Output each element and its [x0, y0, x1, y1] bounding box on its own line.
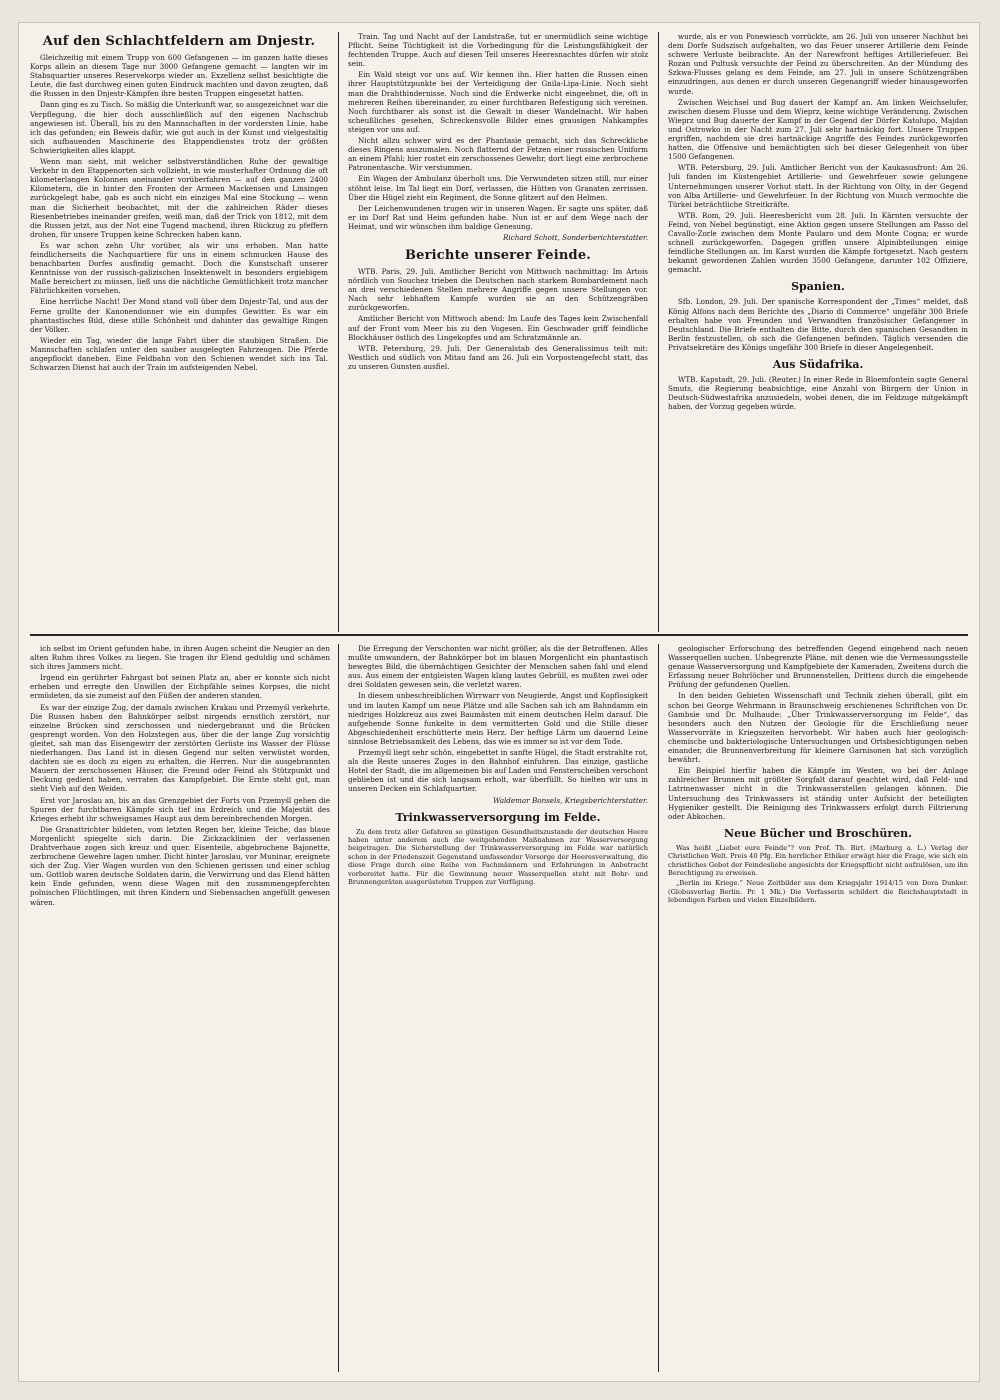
- column-enemy-reports: [348, 32, 648, 632]
- column-rule: [658, 644, 659, 1372]
- paragraph: In diesem unbeschreiblichen Wirrwarr von Neugierde, Angst und Kopflosigkeit und im lauten Kampf um neue Plätze und alle Sachen sah ich am Bahndamm ein niedriges Holzkreuz aus zwei Baumästen mit einem deutschen Helm darauf. Die aufgehende Sonne funkelte in dem vermitterten Gold und die Stille dieser Abgeschiedenheit erschütterte mein Herz. Der heftige Lärm um dauernd Leine sinnlose Betriebsamkeit des Lebens, das wie es immer so ist vor dem Tode.: [348, 691, 648, 746]
- paragraph: geologischer Erforschung des betreffenden Gegend eingehend nach neuen Wasserquellen suchen. Unbegrenzte Pläne, mit denen wie die Vermessungsstelle genaue Wasserversorgung und Kampfgebiete der Kameraden, Zweitens durch die Erfassung neuer Bohrlöcher und Brunnenstellen, Drittens durch die eingehende Prüfung der gefundenen Quellen.: [668, 644, 968, 690]
- paragraph: WTB. Petersburg, 29. Juli. Der Generalstab des Generalissimus teilt mit: Westlich und südlich von Mitau fand am 26. Juli ein Vorpostengefecht statt, das zu unseren Gunsten ausfiel.: [348, 343, 648, 371]
- section-title: Neue Bücher und Broschüren.: [724, 826, 912, 840]
- paragraph: wurde, als er von Ponewiesch vorrückte, am 26. Juli von unserer Nachhut bei dem Dorfe Sudszisch aufgehalten, wo das Feuer unserer Artillerie dem Feinde schwere Verluste beibrachte. An der Narewfront heftiges Artilleriefeuer. Bei Rozan und Pultusk versuchte der Feind zu überschreiten. An der Mündung des Szkwa-Flusses gelang es dem Feinde, am 27. Juli in unsere Schützengräben einzudringen, aus denen er durch unseren Gegenangriff wieder hinausgeworfen wurde.: [668, 32, 968, 96]
- lower-section: [30, 644, 968, 1372]
- column-feuilleton-train: [30, 644, 330, 1372]
- paragraph: Was heißt „Liebet eure Feinde“? von Prof. Th. Birt. (Marburg a. L.) Verlag der Christlichen Welt. Preis 40 Pfg. Ein herrlicher Ethiker erwägt hier die Frage, wie sich ein christliches Gebot der Feindesliebe angesichts der Kriegspflicht nicht aufzulösen, um ihn Berechtigung zu erweisen.: [668, 843, 968, 877]
- newspaper-page: [18, 22, 980, 1382]
- paragraph: Ein Beispiel hierfür haben die Kämpfe im Westen, wo bei der Anlage zahlreicher Brunnen mit größter Sorgfalt darauf geachtet wird, daß Feld- und Latrinenwasser nicht in die Trinkwasserstellen gelangen können. Die Untersuchung des Trinkwassers ist ständig unter Aufsicht der beteiligten Hygieniker gestellt. Die Reinigung des Trinkwassers erfolgt durch Filtrierung oder Abkochen.: [668, 766, 968, 821]
- paragraph: Zu dem trotz aller Gefahren so günstigen Gesundheitszustande der deutschen Heere haben unter anderem auch die weitgehenden Maßnahmen zur Wasserversorgung beigetragen. Die Sicherstellung der Trinkwasserversorgung im Felde war natürlich schon in der Friedenszeit Gegenstand umfassender Vorsorge der Heeresverwaltung, die diese Frage durch eine Reihe von Fachmännern und Erfahrungen in Anbetracht vorbereitet hatte. Für die Gewinnung neuer Wasserquellen steht mit Bohr- und Brunnengeräten ausgerüsteten Truppen zur Verfügung.: [348, 827, 648, 886]
- paragraph: Sfb. London, 29. Juli. Der spanische Korrespondent der „Times“ meldet, daß König Alfons nach dem Berichte des „Diario di Commerce“ ungefähr 300 Briefe erhalten habe von Freunden und Verwandten französischer Gefangener in Deutschland. Die Briefe enthalten die Bitte, durch den spanischen Gesandten in Berlin festzustellen, ob sich die Gefangenen befinden. Täglich versenden die Privatsekretäre des Königs ungefähr 300 Briefe in dieser Angelegenheit.: [668, 297, 968, 352]
- paragraph: Ein Wald steigt vor uns auf. Wir kennen ihn. Hier hatten die Russen einen ihrer Hauptstützpunkte bei der Verteidigung der Gnila-Lipa-Linie. Noch sieht man die Drahthindernisse. Noch sind die Erdwerke nicht eingeebnet, die, oft in mehreren Reihen übereinander, zu einer furchtbaren Befestigung sich vereinen. Noch furchtbarer als sonst ist die Gewalt in dieser Wandelnacht. Wir haben scheußliches gesehen, Schreckensvolle Bilder eines grausigen Nahkampfes steigen vor uns auf.: [348, 70, 648, 134]
- paragraph: Ein Wagen der Ambulanz überholt uns. Die Verwundeten sitzen still, nur einer stöhnt leise. Im Tal liegt ein Dorf, verlassen, die Hütten von Granaten zerrissen. Über die Hügel zieht ein Regiment, die Sonne glitzert auf den Helmen.: [348, 174, 648, 202]
- author-signature: Richard Schott, Sonderberichterstatter.: [502, 232, 648, 242]
- article-title: Auf den Schlachtfeldern am Dnjestr.: [42, 34, 316, 49]
- paragraph: Nicht allzu schwer wird es der Phantasie gemacht, sich das Schreckliche dieses Ringens auszumalen. Noch flatternd der Fetzen einer russischen Uniform an einem Pfahl; hier rostet ein zerschossenes Gewehr, dort liegt eine zerbrochene Patronentasche. Wir verstummen.: [348, 136, 648, 173]
- column-dnjestr-report: [30, 32, 328, 632]
- upper-section: [30, 32, 968, 632]
- column-rule: [338, 32, 339, 632]
- paragraph: Przemyśl liegt sehr schön, eingebettet in sanfte Hügel, die Stadt erstrahlte rot, als die Reste unseres Zuges in den Bahnhof einfuhren. Das einzige, gastliche Hotel der Stadt, die im allgemeinen bis auf Laden und Fensterscheiben verschont geblieben ist und die sich langsam erholt, war überfüllt. So hielten wir uns in unseren Decken ein Schlafquartier.: [348, 748, 648, 794]
- section-title: Berichte unserer Feinde.: [404, 247, 592, 263]
- paragraph: WTB. Paris, 29. Juli. Amtlicher Bericht von Mittwoch nachmittag: Im Artois nördlich von Souchez trieben die Deutschen nach starkem Bombardement nach an drei verschiedenen Stellen mehrere Angriffe gegen unsere Stellungen vor. Nach sehr lebhaftem Kampfe wurden sie an den Schützengräben zurückgeworfen.: [348, 266, 648, 313]
- paragraph: Train. Tag und Nacht auf der Landstraße, tut er unermüdlich seine wichtige Pflicht. Seine Tüchtigkeit ist die Vorbedingung für die Leistungsfähigkeit der fechtenden Truppe. Auch auf diesen Teil unseres Heeresnachtes dürfen wir stolz sein.: [348, 32, 648, 69]
- section-title: Trinkwasserversorgung im Felde.: [395, 810, 601, 824]
- section-title: Aus Südafrika.: [772, 358, 864, 371]
- paragraph: Gleichzeitig mit einem Trupp von 600 Gefangenen — im ganzen hatte dieses Korps allein an diesem Tage nur 3000 Gefangene gemacht — langten wir im Stabsquartier unseres Reservekorps wieder an. Exzellenz selbst besichtigte die Leute, die fast durchweg einen guten Eindruck machten und davon zeugten, daß die Russen in den Dnjestr-Kämpfen ihre besten Truppen eingesetzt hatten.: [30, 53, 328, 99]
- paragraph: WTB. Kapstadt, 29. Juli. (Reuter.) In einer Rede in Bloemfontein sagte General Smuts, die Regierung beabsichtige, eine Anzahl von Bürgern der Union in Deutsch-Südwestafrika anzusiedeln, wobei denen, die im Feldzuge mitgekämpft haben, der Vorzug gegeben würde.: [668, 375, 968, 412]
- paragraph: Wenn man sieht, mit welcher selbstverständlichen Ruhe der gewaltige Verkehr in den Etappenorten sich vollzieht, in wie musterhafter Ordnung die oft kilometerlangen Kolonnen aneinander vorüberfahren — auf den ganzen 2400 Kilometern, die in hinter den Fronten der Armeen Mackensen und Linsingen zurückgelegt habe, gab es auch nicht ein einziges Mal eine Stockung — wenn man die Sicherheit beobachtet, mit der die zahlreichen Räder dieses Riesenbetriebes ineinander greifen, weiß man, daß der Trick von 1812, mit dem die Russen jetzt, aus der Not eine Tugend machend, ihren Rückzug zu pfeffern drohen, für unsere Truppen keine Schrecken haben kann.: [30, 157, 328, 239]
- paragraph: Erst vor Jaroslau an, bis an das Grenzgebiet der Forts von Przemyśl gehen die Spuren der furchtbaren Kämpfe sich tief ins Erdreich und die Majestät des Krieges erhebt ihr schweigsames Haupt aus dem bereinbrechenden Morgen.: [30, 795, 330, 823]
- paragraph: WTB. Petersburg, 29. Juli. Amtlicher Bericht von der Kaukasusfront: Am 26. Juli fanden im Küstengebiet Artillerie- und Gewehrfeuer sowie gelungene Unternehmungen unserer Vorhut statt. In der Richtung von Olty, in der Gegend von Alba Artillerie- und Gewehrfeuer. In der Richtung von Musch vermochte die Türkei beträchtliche Streitkräfte.: [668, 163, 968, 209]
- paragraph: WTB. Rom, 29. Juli. Heeresbericht vom 28. Juli. In Kärnten versuchte der Feind, von Nebel begünstigt, eine Aktion gegen unsere Stellungen am Passo del Cavallo-Zorle zwischen dem Monte Paularo und dem Monte Cogna; er wurde schnell zurückgeworfen. Dagegen griffen unsere Alpinibteilungen einige feindliche Stellungen an. Im Karst wurden die Kämpfe fortgesetzt. Nach gestern bekannt gewordenen Zahlen wurden 3500 Gefangene, darunter 102 Offiziere, gemacht.: [668, 210, 968, 275]
- paragraph: Amtlicher Bericht von Mittwoch abend: Im Laufe des Tages kein Zwischenfall auf der Front vom Meer bis zu den Vogesen. Ein Geschwader griff feindliche Blockhäuser östlich des Lingekopfes und am Schratzmännle an.: [348, 314, 648, 342]
- column-feuilleton-przemysl: [348, 644, 648, 1372]
- author-signature: Waldemar Bonsels, Kriegsberichterstatter.: [492, 795, 648, 805]
- section-title: Spanien.: [791, 280, 845, 294]
- paragraph: Die Granattrichter bildeten, vom letzten Regen her, kleine Teiche, das blaue Morgenlicht spiegelte sich darin. Die Zickzacklinien der verlassenen Drahtverhaue zogen sich kreuz und quer. Eisenteile, abgebrochene Bajonette, zerbrochene Gewehre lagen umher. Dicht hinter Jaroslau, vor Muninar, ereignete sich der Zug. Vier Wagen wurden von den Schienen gerissen und einer schlug um. Gottlob waren deutsche Soldaten darin, die Verwirrung und das Elend hätten kein Ende gefunden, wenn diese Wagen mit den zusammengepferchten polnischen Flüchtlingen, mit ihren Kindern und Siebensachen angefüllt gewesen wären.: [30, 824, 330, 907]
- paragraph: Irgend ein gerührter Fahrgast bot seinen Platz an, aber er konnte sich nicht erheben und erregte den Unwillen der Eichpfähle seines Korpses, die nicht ermüdeten, da sie zumeist auf den Füßen der anderen standen.: [30, 673, 330, 701]
- column-war-reports: [668, 32, 968, 632]
- paragraph: Es war der einzige Zug, der damals zwischen Krakau und Przemyśl verkehrte. Die Russen haben den Bahnkörper selbst nirgends ernstlich zerstört, nur einzelne Brücken sind zerschossen und niedergebrannt und die Brücken gesprengt worden. Von den Holzstegen aus, über die der lange Zug vorsichtig gleitet, sah man das Eisengewirr der zerstörten Gerüste ins Wasser der Flüsse niederhangen. Das Land ist in diesen Gegend nur selten verwüstet worden, dachten sie es doch zu eigen zu erhalten, die Herren. Nur die ausgebrannten Mauern der zerschossenen Häuser, die Freund oder Feind als Stützpunkt und Deckung gedient haben, verraten das Kampfgebiet. Die Ernte steht gut, man sieht Vieh auf den Weiden.: [30, 702, 330, 794]
- column-rule: [658, 32, 659, 632]
- paragraph: Die Erregung der Verschonten war nicht größer, als die der Betroffenen. Alles mußte umwandern, der Bahnkörper bot im blauen Morgenlicht ein phantastisch bewegtes Bild, die übernächtigen Gesichter der Menschen sahen fahl und elend aus. Aus einem der entgleisten Wagen klang lautes Gebrüll, es mußten zwei oder drei Soldaten gewesen sein, die verletzt waren.: [348, 644, 648, 690]
- paragraph: Es war schon zehn Uhr vorüber, als wir uns erhoben. Man hatte feindlicherseits die Nachquartiere für uns in einem schmucken Hause des benachbarten Dorfes ausfindig gemacht. Doch die Kunstschaft unserer Kenntnisse von der russisch-galizischen Insektenwelt in besonders ergiebigem Maße bereichert zu müssen, ließ uns die nächtliche Gemütlichkeit trotz mancher Fährlichkeiten vorsehen.: [30, 240, 328, 296]
- paragraph: Wieder ein Tag, wieder die lange Fahrt über die staubigen Straßen. Die Mannschaften schlafen unter den sauber ausgelegten Fahrzeugen. Die Pferde angepflockt daneben. Eine Feldbahn von den Schienen wendet sich ins Tal. Schwarzen Dienst hat auch der Train im aufsteigenden Nebel.: [30, 335, 328, 373]
- paragraph: Zwischen Weichsel und Bug dauert der Kampf an. Am linken Weichselufer, zwischen diesem Flusse und dem Wieprz, keine wichtige Veränderung. Zwischen Wieprz und Bug dauerte der Kampf in der Gegend der Dörfer Katolupo, Majdan und Ostrowko in der Nacht zum 27. Juli sehr hartnäckig fort. Unsere Truppen ergriffen, nachdem sie drei hartnäckige Angriffe des Feindes zurückgeworfen hatten, die Offensive und bemächtigten sich bei dieser Gelegenheit von über 1500 Gefangenen.: [668, 97, 968, 162]
- horizontal-rule: [30, 634, 968, 636]
- column-water-and-books: [668, 644, 968, 1372]
- paragraph: Der Leichenwundenen trugen wir in unseren Wagen. Er sagte uns später, daß er im Dorf Rat und Heim gefunden habe. Nun ist er auf dem Wege nach der Heimat, und wir wünschen ihm baldige Genesung.: [348, 203, 648, 231]
- column-rule: [338, 644, 339, 1372]
- paragraph: ich selbst im Orient gefunden habe, in ihren Augen scheint die Neugier an den alten Ruhm ihres Volkes zu liegen. Sie tragen ihr Elend geduldig und schämen sich ihres Jammers nicht.: [30, 644, 330, 672]
- paragraph: Eine herrliche Nacht! Der Mond stand voll über dem Dnjestr-Tal, und aus der Ferne grollte der Kanonendonner wie ein dumpfes Gewitter. Es war ein phantastisches Bild, diese stille Schönheit und dahinter das gewaltige Ringen der Völker.: [30, 297, 328, 334]
- paragraph: Dann ging es zu Tisch. So mäßig die Unterkunft war, so ausgezeichnet war die Verpflegung, die hier doch ausschließlich auf den eigenen Nachschub angewiesen ist. Überall, bis zu den Mannschaften in der vordersten Linie, habe ich das gefunden; ein Beweis dafür, wie gut auch in der Kunst und vielgestaltig sich aufbauenden Maschinerie des Etappendienstes trotz der größten Schwierigkeiten alles klappt.: [30, 100, 328, 155]
- paragraph: In den beiden Gebieten Wissenschaft und Technik ziehen überall, gibt ein schon bei George Wehrmann in Braunschweig erschienenes Schriftchen von Dr. Gambsie und Dr. Mulhaude: „Über Trinkwasserversorgung im Felde“, das besonders auch den Nutzen der Geologie für die Erschließung neuer Wasservorräte in Kriegszeiten hervorhebt. Wir haben auch hier geologisch-chemische und bakteriologische Untersuchungen und Ortsbesichtigungen neben einander, die Brunnenverbreitung für kleinere Garnisonen hat sich vorzüglich bewährt.: [668, 691, 968, 765]
- paragraph: „Berlin im Kriege.“ Neue Zeitbilder aus dem Kriegsjahr 1914/15 von Dora Dunker. (Globusverlag Berlin. Pr. 1 Mk.) Die Verfasserin schildert die Reichshauptstadt in lebendigen Farben und vielen Einzelbildern.: [668, 879, 968, 905]
